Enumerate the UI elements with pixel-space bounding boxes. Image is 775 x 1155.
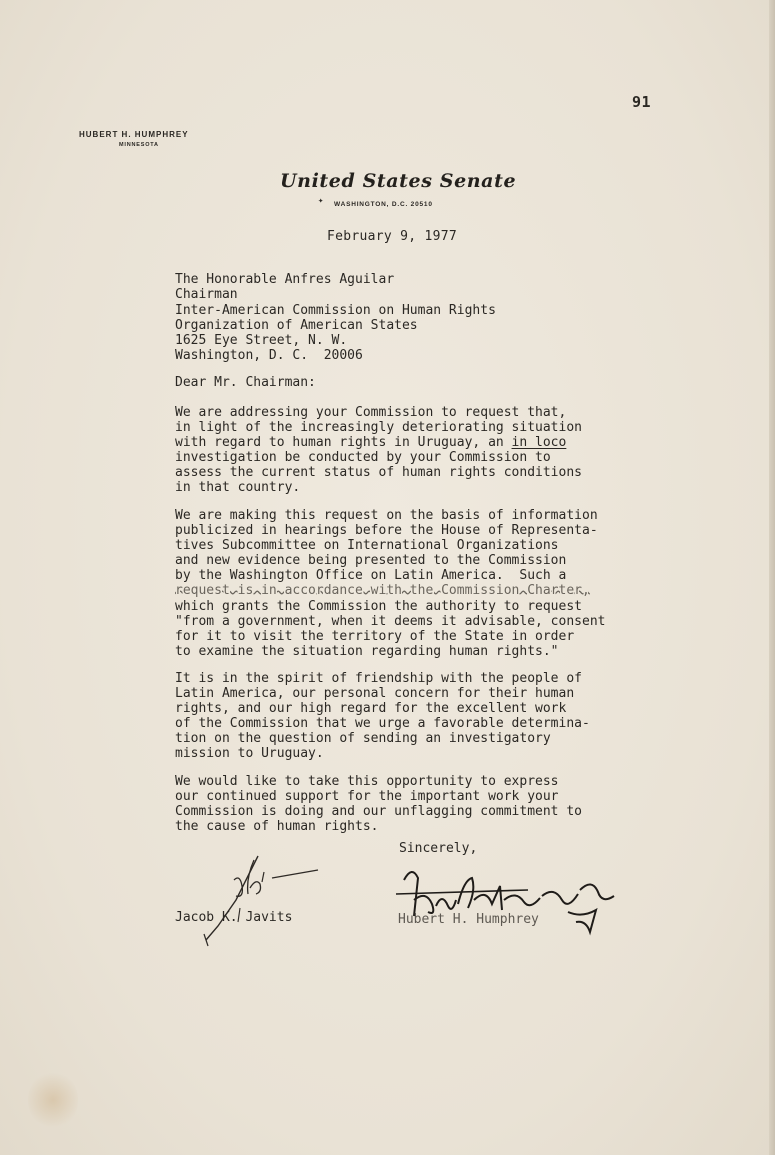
paragraph-4	[175, 774, 582, 834]
letterhead-city: WASHINGTON, D.C. 20510	[334, 201, 433, 208]
paragraph-line: the cause of human rights.	[175, 819, 379, 835]
recipient-address	[175, 272, 496, 364]
sender-name: HUBERT H. HUMPHREY	[79, 130, 189, 139]
paragraph-line: rights, and our high regard for the excellent work	[175, 701, 567, 717]
paragraph-line: and new evidence being presented to the Commission	[175, 553, 567, 569]
paragraph-3	[175, 671, 590, 762]
paragraph-line: of the Commission that we urge a favorable determina-	[175, 716, 590, 732]
address-line: Organization of American States	[175, 317, 418, 333]
paragraph-line: our continued support for the important work your	[175, 789, 559, 805]
paragraph-line	[175, 435, 582, 450]
paragraph-line: We are making this request on the basis of information	[175, 508, 598, 523]
javits-signature	[176, 848, 326, 953]
address-line: Chairman	[175, 287, 238, 303]
address-line: Inter-American Commission on Human Rights	[175, 302, 496, 318]
paragraph-line: to examine the situation regarding human rights."	[175, 643, 559, 659]
paragraph-line: which grants the Commission the authority to request	[175, 598, 582, 614]
page-edge	[769, 0, 775, 1155]
underlined-phrase: in loco	[511, 435, 567, 451]
paragraph-line: Latin America, our personal concern for their human	[175, 686, 575, 702]
paragraph-line: tives Subcommittee on International Organizations	[175, 538, 559, 554]
closing: Sincerely,	[399, 841, 478, 856]
address-line: Washington, D. C. 20006	[175, 348, 363, 364]
paragraph-line: Commission is doing and our unflagging commitment to	[175, 804, 582, 820]
letterhead-mark-icon: ✦	[318, 196, 324, 206]
paper-stain	[28, 1070, 78, 1130]
sender-state: MINNESOTA	[119, 142, 159, 148]
address-line: The Honorable Anfres Aguilar	[175, 272, 395, 287]
paragraph-line: for it to visit the territory of the State in order	[175, 628, 575, 644]
signatory-javits-name: Jacob K. Javits	[175, 910, 293, 925]
paragraph-line: tion on the question of sending an investigatory	[175, 731, 551, 747]
page-number: 91	[632, 93, 652, 111]
paragraph-line: in that country.	[175, 480, 301, 496]
paragraph-line: It is in the spirit of friendship with the people of	[175, 671, 582, 686]
paragraph-line: We are addressing your Commission to request that,	[175, 405, 567, 420]
humphrey-signature	[392, 860, 624, 940]
paragraph-line: We would like to take this opportunity to express	[175, 774, 559, 789]
line-text: with regard to human rights in Uruguay, an	[175, 435, 512, 451]
paragraph-line: assess the current status of human rights conditions	[175, 465, 582, 481]
signatory-humphrey-name: Hubert H. Humphrey	[398, 912, 539, 927]
struck-line: request is in accordance with the Commission Charter,	[175, 583, 590, 599]
paragraph-line: mission to Uruguay.	[175, 746, 324, 762]
salutation: Dear Mr. Chairman:	[175, 375, 316, 390]
paragraph-line: in light of the increasingly deteriorating situation	[175, 420, 582, 436]
letter-date: February 9, 1977	[327, 229, 458, 244]
letterhead-title: United States Senate	[280, 170, 517, 192]
paragraph-line: "from a government, when it deems it advisable, consent	[175, 613, 606, 629]
paragraph-line: publicized in hearings before the House of Representa-	[175, 523, 598, 539]
paragraph-line: investigation be conducted by your Commission to	[175, 450, 551, 466]
address-line: 1625 Eye Street, N. W.	[175, 333, 348, 349]
paragraph-1	[175, 405, 582, 496]
paragraph-line: by the Washington Office on Latin America. Such a	[175, 568, 567, 584]
paragraph-2	[175, 508, 605, 659]
